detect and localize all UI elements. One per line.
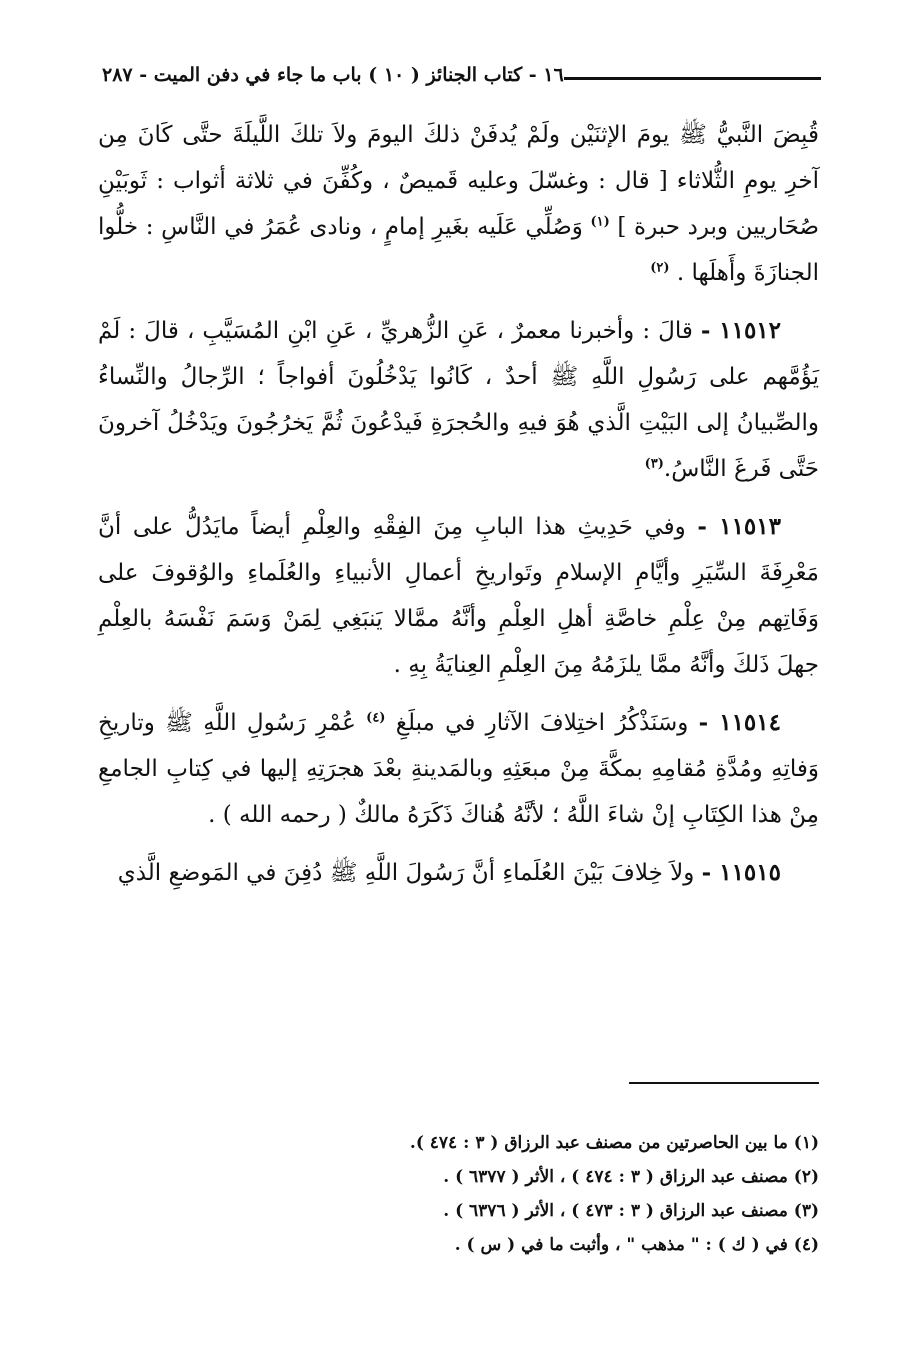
paragraph-number: ١١٥١٤ - [698,709,781,736]
paragraph-number: ١١٥١٥ - [701,859,781,886]
paragraph-text: وسَنَذْكُرُ اختِلافَ الآثارِ في مبلَغِ [395,710,689,736]
paragraph-11513 [98,504,819,688]
header-title: ١٦ - كتاب الجنائز ( ١٠ ) باب ما جاء في دفن الميت - ٢٨٧ [102,64,564,86]
footnote-marker: (٤) [366,710,386,726]
footnote-separator [629,1082,819,1084]
paragraph-continuation [98,112,819,296]
footnote-1: (١) ما بين الحاصرتين من مصنف عبد الرزاق ( ٣ : ٤٧٤ ). [409,1133,819,1153]
paragraph-11514 [98,700,819,838]
paragraph-text: عُمْرِ رَسُولِ اللَّهِ ﷺ وتاريخِ وَفاتِهِ ومُدَّةِ مُقامِهِ بمكَّةَ مِنْ مبعَثِهِ وبالمَدينةِ بعْدَ هجرَتِهِ إليها في كِتابِ الجامعِ مِنْ هذا الكِتَابِ إنْ شاءَ اللَّهُ ؛ لأنَّهُ هُناكَ ذَكَرَهُ مالكٌ ( رحمه الله ) . [98,710,819,828]
footnote-marker: (١) [590,214,610,230]
paragraph-11515 [98,850,819,896]
footnote-marker: (٢) [650,260,670,276]
paragraph-number: ١١٥١٢ - [700,317,782,344]
paragraph-text: قُبِضَ النَّبيُّ ﷺ يومَ الإثنَيْن ولَمْ يُدفَنْ ذلكَ اليومَ ولاَ تلكَ اللَّيلَةَ حتَّى كَانَ مِن آخرِ يومِ الثُّلاثاء [ قال : وغسّلَ وعليه قَميصٌ ، وكُفِّنَ في ثلاثة أثواب : ثَوبَيْنِ صُحَاريين وبرد حبرة ] [98,122,819,240]
footnote-3: (٣) مصنف عبد الرزاق ( ٣ : ٤٧٣ ) ، الأثر ( ٦٣٧٦ ) . [443,1201,819,1221]
footnote-2: (٢) مصنف عبد الرزاق ( ٣ : ٤٧٤ ) ، الأثر ( ٦٣٧٧ ) . [443,1167,819,1187]
paragraph-11512 [98,308,819,492]
paragraph-number: ١١٥١٣ - [697,513,781,540]
paragraph-text: قالَ : وأخبرنا معمرٌ ، عَنِ الزُّهريِّ ، عَنِ ابْنِ المُسَيَّبِ ، قالَ : لَمْ يَؤُمَّهم على رَسُولِ اللَّهِ ﷺ أحدٌ ، كَانُوا يَدْخُلُونَ أفواجاً ؛ الرِّجالُ والنِّساءُ والصِّبيانُ إلى البَيْتِ الَّذي هُوَ فيهِ والحُجرَةِ فَيدْعُونَ ثُمَّ يَخرُجُونَ ويَدْخُلُ آخرونَ حَتَّى فَرغَ النَّاسُ. [98,318,819,482]
paragraph-text: ولاَ خِلافَ بَيْنَ العُلَماءِ أنَّ رَسُولَ اللَّهِ ﷺ دُفِنَ في المَوضعِ الَّذي [117,860,695,886]
main-text [98,112,819,908]
paragraph-text: وفي حَدِيثِ هذا البابِ مِنَ الفِقْهِ والعِلْمِ أيضاً مايَدُلُّ على أنَّ مَعْرِفَةَ السِّيَرِ وأيَّامِ الإسلامِ وتَواريخِ أعمالِ الأنبياءِ والعُلَماءِ والوُقوفَ على وَفَاتِهم مِنْ عِلْمِ خاصَّةِ أهلِ العِلْمِ وأنَّهُ ممَّالا يَنبَغِي لِمَنْ وَسَمَ نَفْسَهُ بالعِلْمِ جهلَ ذَلكَ وأنَّهُ ممَّا يلزَمُهُ مِنَ العِلْمِ العِنايَةُ بِهِ . [98,514,819,678]
paragraph-text: وَصُلِّي عَلَيه بغَيرِ إمامٍ ، ونادى عُمَرُ في النَّاسِ : خلُّوا الجنازَةَ وأَهلَها . [98,214,819,286]
header-rule [564,77,821,80]
footnote-4: (٤) في ( ك ) : " مذهب " ، وأثبت ما في ( س ) . [454,1235,819,1255]
running-header [96,52,821,86]
footnotes [98,1126,819,1262]
footnote-marker: (٣) [644,456,664,472]
